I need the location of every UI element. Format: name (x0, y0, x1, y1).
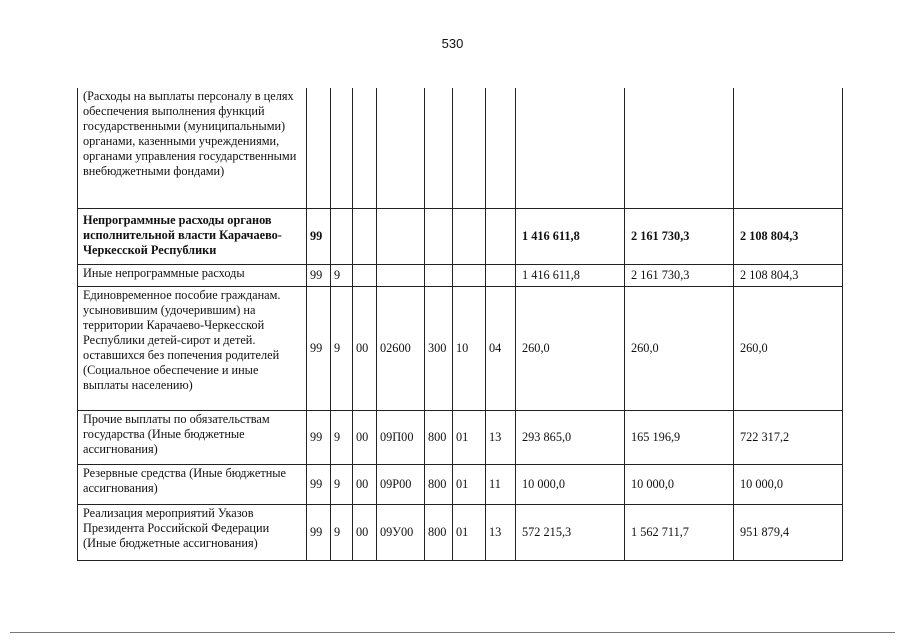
section-code: 01 (453, 410, 486, 464)
amount-year-1: 572 215,3 (516, 504, 625, 560)
budget-table (77, 88, 843, 561)
amount-year-3: 951 879,4 (734, 504, 843, 560)
table-row (78, 410, 843, 464)
amount-year-3 (734, 88, 843, 208)
expense-type-code: 800 (425, 464, 453, 504)
row-description: Реализация мероприятий Указов Президента Российской Федерации (Иные бюджетные ассигнования) (78, 504, 307, 560)
section-code: 01 (453, 464, 486, 504)
direction-code (377, 88, 425, 208)
subprogram-code: 9 (331, 504, 353, 560)
main-activity-code (353, 208, 377, 264)
amount-year-1: 10 000,0 (516, 464, 625, 504)
main-activity-code: 00 (353, 286, 377, 410)
amount-year-2: 260,0 (625, 286, 734, 410)
amount-year-1: 260,0 (516, 286, 625, 410)
subsection-code: 13 (486, 504, 516, 560)
amount-year-1: 1 416 611,8 (516, 208, 625, 264)
amount-year-3: 722 317,2 (734, 410, 843, 464)
direction-code: 09Р00 (377, 464, 425, 504)
row-description: (Расходы на выплаты персоналу в целях обеспечения выполнения функций государственными (муниципальными) органами, казенными учреждениями, органами управления государственными внебюджетными фондами) (78, 88, 307, 208)
amount-year-1: 293 865,0 (516, 410, 625, 464)
program-code: 99 (307, 286, 331, 410)
expense-type-code (425, 88, 453, 208)
direction-code: 02600 (377, 286, 425, 410)
row-description: Резервные средства (Иные бюджетные ассигнования) (78, 464, 307, 504)
main-activity-code: 00 (353, 504, 377, 560)
amount-year-3: 2 108 804,3 (734, 264, 843, 286)
amount-year-2 (625, 88, 734, 208)
amount-year-2: 165 196,9 (625, 410, 734, 464)
subsection-code: 04 (486, 286, 516, 410)
row-description: Иные непрограммные расходы (78, 264, 307, 286)
table-row (78, 208, 843, 264)
subsection-code (486, 264, 516, 286)
amount-year-3: 10 000,0 (734, 464, 843, 504)
direction-code: 09У00 (377, 504, 425, 560)
page-bottom-rule (10, 632, 895, 633)
subprogram-code: 9 (331, 464, 353, 504)
main-activity-code (353, 88, 377, 208)
program-code (307, 88, 331, 208)
table-row (78, 504, 843, 560)
amount-year-1 (516, 88, 625, 208)
page-number: 530 (441, 36, 464, 51)
program-code: 99 (307, 264, 331, 286)
subsection-code: 11 (486, 464, 516, 504)
direction-code: 09П00 (377, 410, 425, 464)
subprogram-code: 9 (331, 286, 353, 410)
amount-year-2: 2 161 730,3 (625, 208, 734, 264)
expense-type-code (425, 208, 453, 264)
program-code: 99 (307, 464, 331, 504)
amount-year-3: 2 108 804,3 (734, 208, 843, 264)
table-row (78, 286, 843, 410)
section-code: 01 (453, 504, 486, 560)
direction-code (377, 264, 425, 286)
program-code: 99 (307, 208, 331, 264)
amount-year-2: 10 000,0 (625, 464, 734, 504)
main-activity-code: 00 (353, 410, 377, 464)
section-code (453, 88, 486, 208)
expense-type-code: 800 (425, 410, 453, 464)
subprogram-code (331, 88, 353, 208)
main-activity-code: 00 (353, 464, 377, 504)
amount-year-1: 1 416 611,8 (516, 264, 625, 286)
amount-year-3: 260,0 (734, 286, 843, 410)
direction-code (377, 208, 425, 264)
table-row (78, 464, 843, 504)
section-code (453, 208, 486, 264)
main-activity-code (353, 264, 377, 286)
program-code: 99 (307, 410, 331, 464)
table-row (78, 88, 843, 208)
subsection-code (486, 208, 516, 264)
row-description: Единовременное пособие гражданам. усыновившим (удочерившим) на территории Карачаево-Черкесской Республики детей-сирот и детей. оставшихся без попечения родителей (Социальное обеспечение и иные выплаты населению) (78, 286, 307, 410)
expense-type-code (425, 264, 453, 286)
subprogram-code (331, 208, 353, 264)
program-code: 99 (307, 504, 331, 560)
subprogram-code: 9 (331, 264, 353, 286)
amount-year-2: 2 161 730,3 (625, 264, 734, 286)
subsection-code: 13 (486, 410, 516, 464)
row-description: Прочие выплаты по обязательствам государства (Иные бюджетные ассигнования) (78, 410, 307, 464)
amount-year-2: 1 562 711,7 (625, 504, 734, 560)
section-code (453, 264, 486, 286)
expense-type-code: 300 (425, 286, 453, 410)
row-description: Непрограммные расходы органов исполнительной власти Карачаево-Черкесской Республики (78, 208, 307, 264)
section-code: 10 (453, 286, 486, 410)
expense-type-code: 800 (425, 504, 453, 560)
subsection-code (486, 88, 516, 208)
subprogram-code: 9 (331, 410, 353, 464)
table-row (78, 264, 843, 286)
